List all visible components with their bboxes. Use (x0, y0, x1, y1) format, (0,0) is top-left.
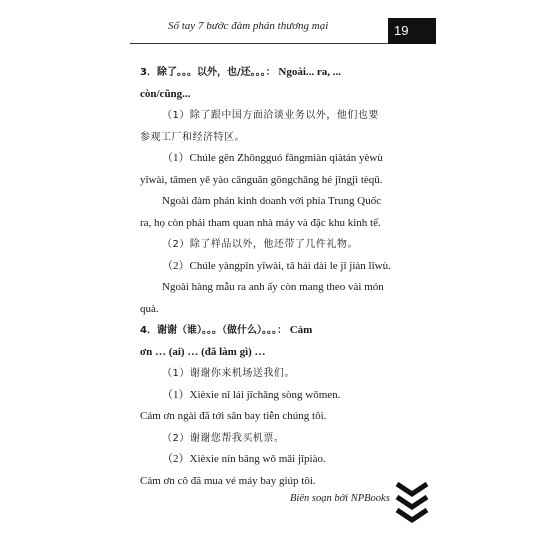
section-4-heading-vi: Cảm (289, 324, 313, 336)
example-3-vi: Cảm ơn ngài đã tới sân bay tiễn chúng tôi. (140, 410, 327, 422)
example-2-pinyin: （2）Chúle yàngpǐn yǐwài, tā hái dài le jǐ jiàn lǐwù. (162, 259, 391, 272)
header-rule (130, 43, 388, 44)
page-body (140, 62, 430, 492)
example-1-pinyin-cont: yǐwài, tāmen yě yào cānguān gōngchǎng hé jīngjì tèqū. (140, 173, 383, 186)
example-3-zh: （1）谢谢你来机场送我们。 (162, 368, 295, 379)
example-2-zh: （2）除了样品以外，他还带了几件礼物。 (162, 239, 358, 250)
page-header (130, 14, 435, 40)
example-2-vi-cont: quà. (140, 302, 159, 315)
example-1-pinyin: （1）Chúle gēn Zhōngguó fāngmiàn qiàtán yèwù (162, 152, 383, 164)
example-3-pinyin: （1）Xièxie nǐ lái jīchǎng sòng wǒmen. (162, 388, 341, 401)
example-2-vi: Ngoài hàng mẫu ra anh ấy còn mang theo vài món (162, 281, 384, 293)
example-4-pinyin: （2）Xièxie nín bāng wǒ mǎi jīpiào. (162, 453, 326, 465)
page-number-badge (388, 18, 436, 44)
section-3-heading (140, 62, 430, 84)
section-4-heading-zh: 4．谢谢（谁）。。。（做什么）。。。： (140, 325, 287, 336)
example-1-vi: Ngoài đàm phán kinh doanh với phía Trung Quốc (162, 195, 382, 207)
example-4-vi: Cảm ơn cô đã mua vé máy bay giúp tôi. (140, 474, 316, 487)
section-3-heading-vi: Ngoài... ra, ... (278, 66, 342, 78)
example-4-zh: （2）谢谢您帮我买机票。 (162, 432, 285, 444)
example-1-zh: （1）除了跟中国方面洽谈业务以外，他们也要 (162, 110, 379, 121)
section-4-heading (140, 320, 430, 342)
book-title: Sổ tay 7 bước đàm phán thương mại (168, 20, 329, 32)
example-1-zh-cont: 参观工厂和经济特区。 (140, 131, 245, 143)
footer-credit: Biên soạn bởi NPBooks (290, 493, 390, 504)
section-3-heading-cont: còn/cũng... (140, 87, 191, 100)
section-4-heading-cont: ơn … (ai) … (đã làm gì) … (140, 345, 266, 358)
page-number: 19 (394, 23, 409, 38)
triple-chevron-down-icon (394, 480, 430, 528)
example-1-vi-cont: ra, họ còn phải tham quan nhà máy và đặc khu kinh tế. (140, 216, 381, 229)
section-3-heading-zh: 3．除了。。。以外，也/还。。。： (140, 67, 276, 78)
